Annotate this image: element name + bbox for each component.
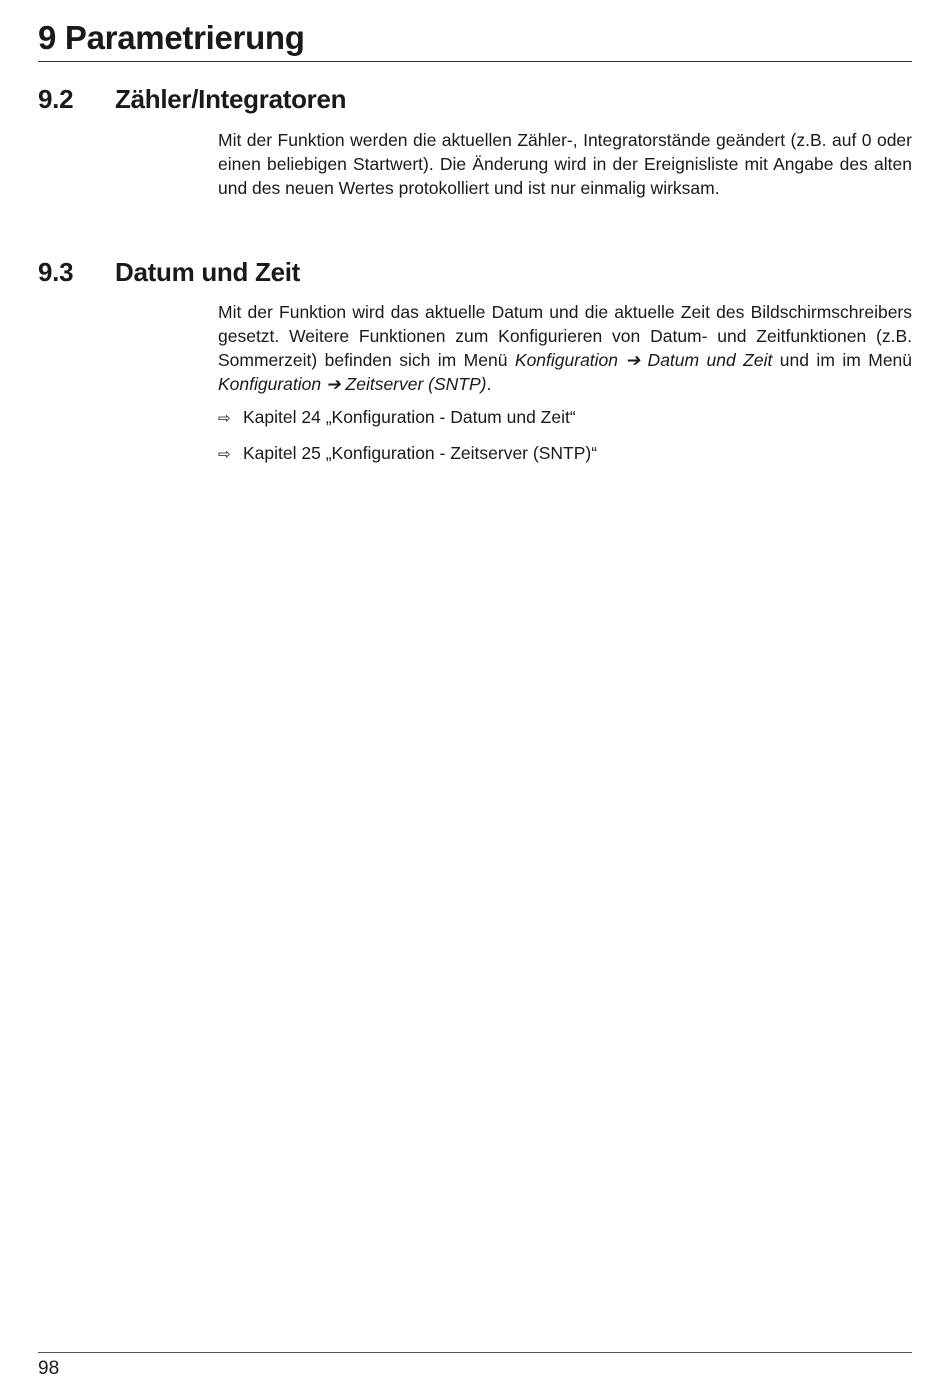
cross-reference-text: Kapitel 25 „Konfiguration - Zeitserver (SNTP)“ (243, 443, 598, 463)
page-number: 98 (38, 1358, 60, 1379)
section-paragraph-9-3 (218, 300, 912, 396)
menu-path-zeitserver: Konfiguration ➔ Zeitserver (SNTP) (218, 374, 487, 394)
paragraph-text: . (486, 374, 492, 394)
cross-reference-chapter-25[interactable] (218, 441, 597, 467)
cross-reference-text: Kapitel 24 „Konfiguration - Datum und Zeit“ (243, 407, 576, 427)
chapter-title: 9 Parametrierung (38, 19, 305, 56)
footer-divider (38, 1352, 912, 1353)
arrow-right-icon: ⇨ (218, 410, 231, 427)
menu-path-datum-zeit: Konfiguration ➔ Datum und Zeit (514, 350, 773, 370)
cross-reference-chapter-24[interactable] (218, 405, 576, 431)
paragraph-text: und im im Menü (772, 350, 913, 370)
section-heading-9-2 (38, 82, 346, 116)
chapter-divider (38, 61, 912, 62)
section-number: 9.3 (38, 257, 74, 287)
section-title: Datum und Zeit (115, 257, 301, 287)
section-heading-9-3 (38, 255, 300, 289)
section-number: 9.2 (38, 84, 74, 114)
paragraph-text: Mit der Funktion wird das aktuelle Datum und die aktuelle Zeit des Bildschirmschreibers gesetzt. Weitere Funktionen zum Konfigurieren von Datum- und Zeitfunktionen (z.B. Sommerzeit) befinden sich im Menü (218, 302, 912, 370)
section-paragraph-9-2: Mit der Funktion werden die aktuellen Zähler-, Integratorstände geändert (z.B. auf 0 oder einen beliebigen Startwert). Die Änderung wird in der Ereignisliste mit Angabe des alten und des neuen Wertes protokolliert und ist nur einmalig wirksam. (218, 130, 912, 198)
section-title: Zähler/Integratoren (115, 84, 347, 114)
arrow-right-icon: ⇨ (218, 446, 231, 463)
